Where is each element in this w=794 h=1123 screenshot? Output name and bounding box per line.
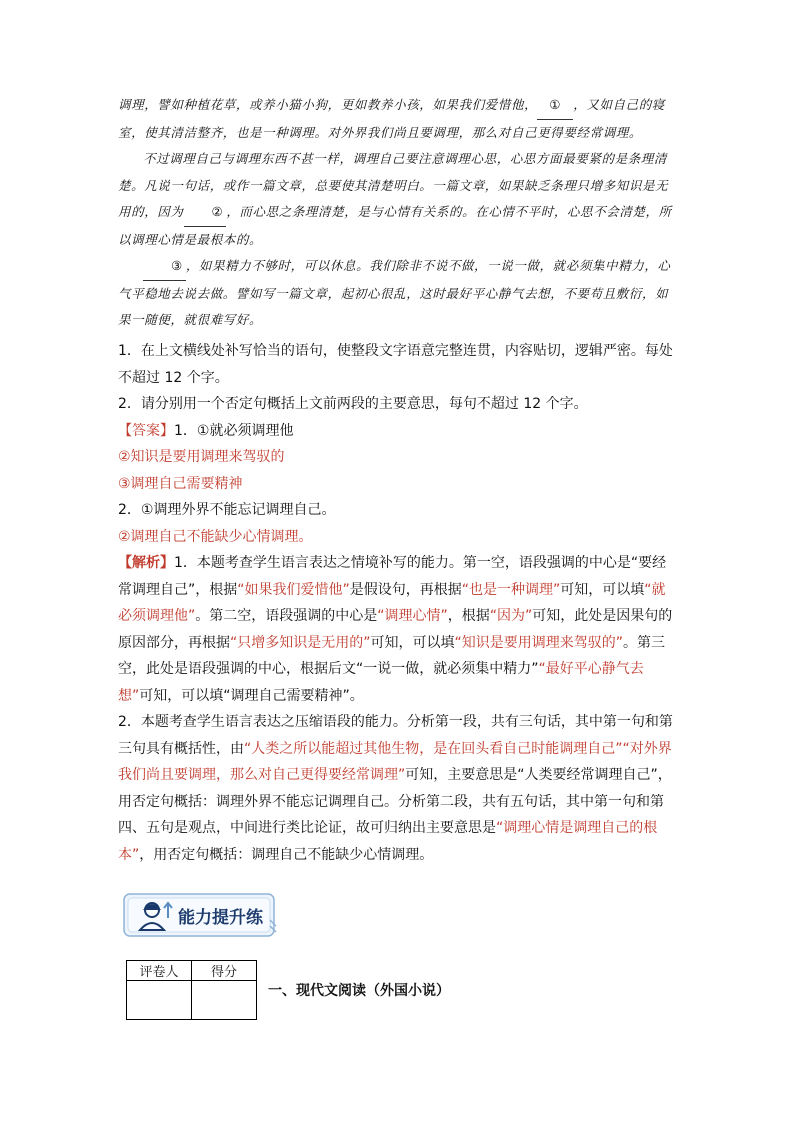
- questions-and-answers: [118, 338, 678, 868]
- score-table-cell-grader: [127, 981, 192, 1020]
- passage-paragraph-2: 不过调理自己与调理东西不甚一样，调理自己要注意调理心思，心思方面最要紧的是条理清楚。凡说一句话，或作一篇文章，总要使其清楚明白。一篇文章，如果缺乏条理只增多知识是无用的，因为 ② ，而心思之条理清楚，是与心情有关系的。在心情不平时，心思不会清楚，所以调理心情是最根本的。: [118, 151, 672, 247]
- analysis-paragraph-1: 【解析】1．本题考查学生语言表达之情境补写的能力。第一空，语段强调的中心是“要经常调理自己”，根据“如果我们爱惜他”是假设句，再根据“也是一种调理”可知，可以填“就必须调理他”。第二空，语段强调的中心是“调理心情”，根据“因为”可知，此处是因果句的原因部分，再根据“只增多知识是无用的”可知，可以填“知识是要用调理来驾驭的”。第三空，此处是语段强调的中心，根据后文“一说一做，就必须集中精力”“最好平心静气去想”可知，可以填“调理自己需要精神”。: [118, 555, 673, 704]
- section-badge-label: 能力提升练: [178, 908, 263, 928]
- answer-line-5: ②调理自己不能缺少心情调理。: [118, 528, 313, 545]
- answer-line-3: ③调理自己需要精神: [118, 475, 243, 492]
- answer-line-2: ②知识是要用调理来驾驭的: [118, 449, 285, 465]
- section-title: 一、现代文阅读（外国小说）: [268, 983, 450, 999]
- answer-tag: 【答案】: [118, 422, 174, 439]
- question-1: 1．在上文横线处补写恰当的语句，使整段文字语意完整连贯，内容贴切，逻辑严密。每处不超过 12 个字。: [118, 343, 673, 386]
- reading-passage: [118, 92, 678, 334]
- analysis-paragraph-2: 2．本题考查学生语言表达之压缩语段的能力。分析第一段，共有三句话，其中第一句和第三句具有概括性，由“人类之所以能超过其他生物，是在回头看自己时能调理自己”“对外界我们尚且要调理，那么对自己更得要经常调理”可知，主要意思是“人类要经常调理自己”，用否定句概括：调理外界不能忘记调理自己。分析第二段，共有五句话，其中第一句和第四、五句是观点，中间进行类比论证，故可归纳出主要意思是“调理心情是调理自己的根本”，用否定句概括：调理自己不能缺少心情调理。: [118, 714, 673, 863]
- answer-line-1: 【答案】1．①就必须调理他: [118, 422, 294, 439]
- score-table-header-grader: 评卷人: [127, 961, 192, 981]
- question-2: 2．请分别用一个否定句概括上文前两段的主要意思，每句不超过 12 个字。: [118, 396, 588, 412]
- blank-2: ②: [184, 199, 227, 227]
- score-table: [126, 960, 257, 1020]
- score-table-cell-score: [192, 981, 257, 1020]
- passage-paragraph-3: ③ ，如果精力不够时，可以休息。我们除非不说不做，一说一做，就必须集中精力，心气平稳地去说去做。譬如写一篇文章，起初心很乱，这时最好平心静气去想，不要苟且敷衍，如果一随便，就很难写好。: [118, 253, 678, 334]
- blank-3: ③: [143, 253, 186, 281]
- answer-line-4: 2．①调理外界不能忘记调理自己。: [118, 502, 336, 518]
- passage-paragraph-1: 调理，譬如种植花草，或养小猫小狗，更如教养小孩，如果我们爱惜他， ① ，又如自己的寝室，使其清洁整齐，也是一种调理。对外界我们尚且要调理，那么对自己更得要经常调理。: [118, 92, 678, 146]
- blank-1: ①: [537, 92, 573, 120]
- analysis-tag: 【解析】: [118, 555, 174, 571]
- score-table-header-score: 得分: [192, 961, 257, 981]
